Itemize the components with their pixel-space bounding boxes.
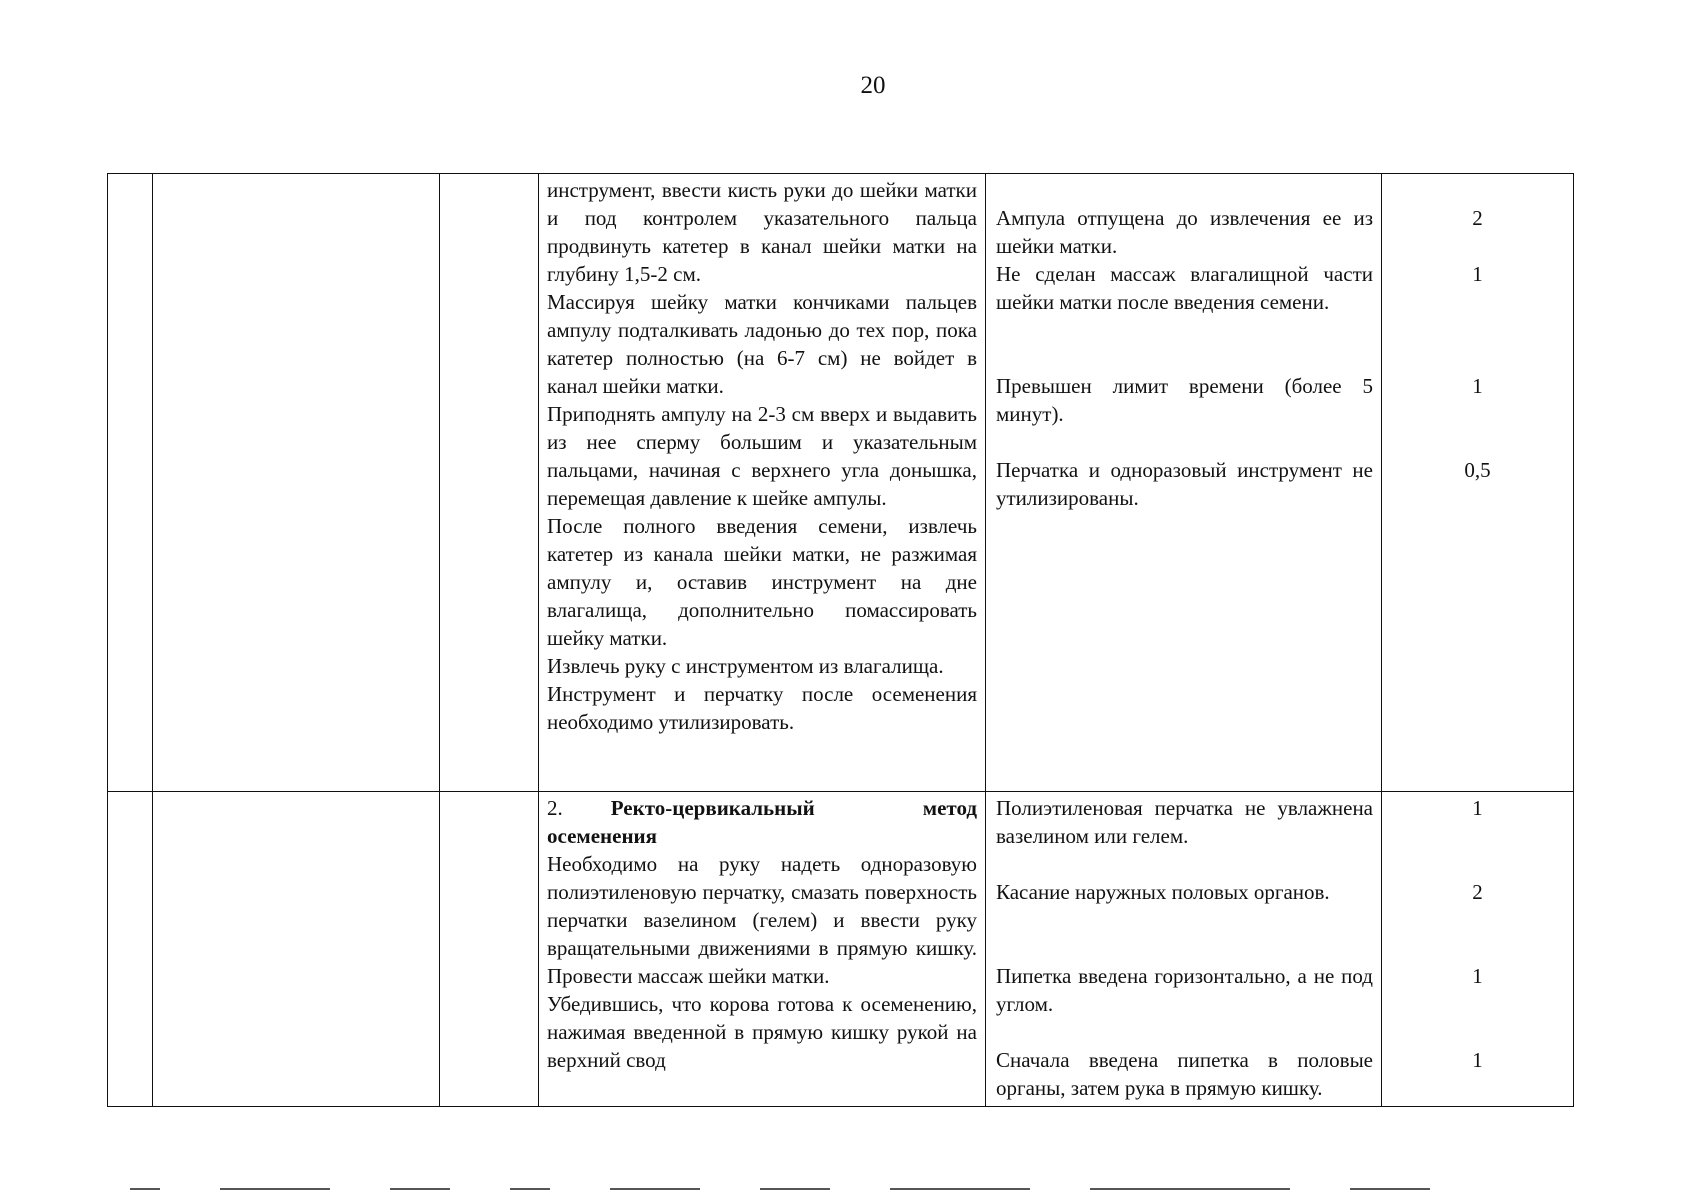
error-text: Ампула отпущена до извлечения ее из шейки матки.	[996, 206, 1373, 258]
step-text: Приподнять ампулу на 2-3 см вверх и выдавить из нее сперму большим и указательным пальцами, начиная с верхнего угла донышка, перемещая давление к шейке ампулы.	[547, 402, 977, 510]
point-value: 1	[1472, 374, 1483, 398]
number-cell	[108, 792, 153, 1107]
point-value: 0,5	[1464, 458, 1491, 482]
step-text: Извлечь руку с инструментом из влагалища.	[547, 654, 944, 678]
step-text: После полного введения семени, извлечь катетер из канала шейки матки, не разжимая ампулу и, оставив инструмент на дне влагалища, дополнительно помассировать шейку матки.	[547, 514, 977, 650]
task-cell	[153, 174, 440, 792]
point-value: 1	[1472, 796, 1483, 820]
points-cell	[1382, 174, 1574, 792]
steps-cell	[539, 174, 986, 792]
step-text: Инструмент и перчатку после осеменения необходимо утилизировать.	[547, 682, 977, 734]
time-cell	[440, 174, 539, 792]
method-heading	[547, 794, 977, 850]
method-title: Ректо-цервикальный метод осеменения	[547, 796, 977, 848]
steps-cell	[539, 792, 986, 1107]
errors-cell	[986, 174, 1382, 792]
points-cell	[1382, 792, 1574, 1107]
assessment-table	[107, 173, 1574, 1107]
step-text: Необходимо на руку надеть одноразовую полиэтиленовую перчатку, смазать поверхность перчатки вазелином (гелем) и ввести руку вращательными движениями в прямую кишку. Провести массаж шейки матки.	[547, 852, 977, 988]
step-text: инструмент, ввести кисть руки до шейки матки и под контролем указательного пальца продвинуть катетер в канал шейки матки на глубину 1,5-2 см.	[547, 178, 977, 286]
error-text: Превышен лимит времени (более 5 минут).	[996, 374, 1373, 426]
time-cell	[440, 792, 539, 1107]
point-value: 1	[1472, 262, 1483, 286]
error-text: Перчатка и одноразовый инструмент не утилизированы.	[996, 458, 1373, 510]
point-value: 1	[1472, 1048, 1483, 1072]
point-value: 2	[1472, 880, 1483, 904]
table-row-section-1	[108, 174, 1574, 792]
point-value: 2	[1472, 206, 1483, 230]
error-text: Сначала введена пипетка в половые органы, затем рука в прямую кишку.	[996, 1048, 1373, 1100]
scan-artifact	[130, 1188, 1630, 1191]
page-number: 20	[860, 72, 886, 99]
error-text: Пипетка введена горизонтально, а не под углом.	[996, 964, 1373, 1016]
error-text: Полиэтиленовая перчатка не увлажнена вазелином или гелем.	[996, 796, 1373, 848]
errors-cell	[986, 792, 1382, 1107]
task-cell	[153, 792, 440, 1107]
step-text: Убедившись, что корова готова к осеменению, нажимая введенной в прямую кишку рукой на верхний свод	[547, 992, 977, 1072]
error-text: Касание наружных половых органов.	[996, 880, 1330, 904]
point-value: 1	[1472, 964, 1483, 988]
number-cell	[108, 174, 153, 792]
error-text: Не сделан массаж влагалищной части шейки матки после введения семени.	[996, 262, 1373, 314]
method-number: 2.	[547, 796, 563, 820]
step-text: Массируя шейку матки кончиками пальцев ампулу подталкивать ладонью до тех пор, пока катетер полностью (на 6-7 см) не войдет в канал шейки матки.	[547, 290, 977, 398]
table-row-section-2	[108, 792, 1574, 1107]
